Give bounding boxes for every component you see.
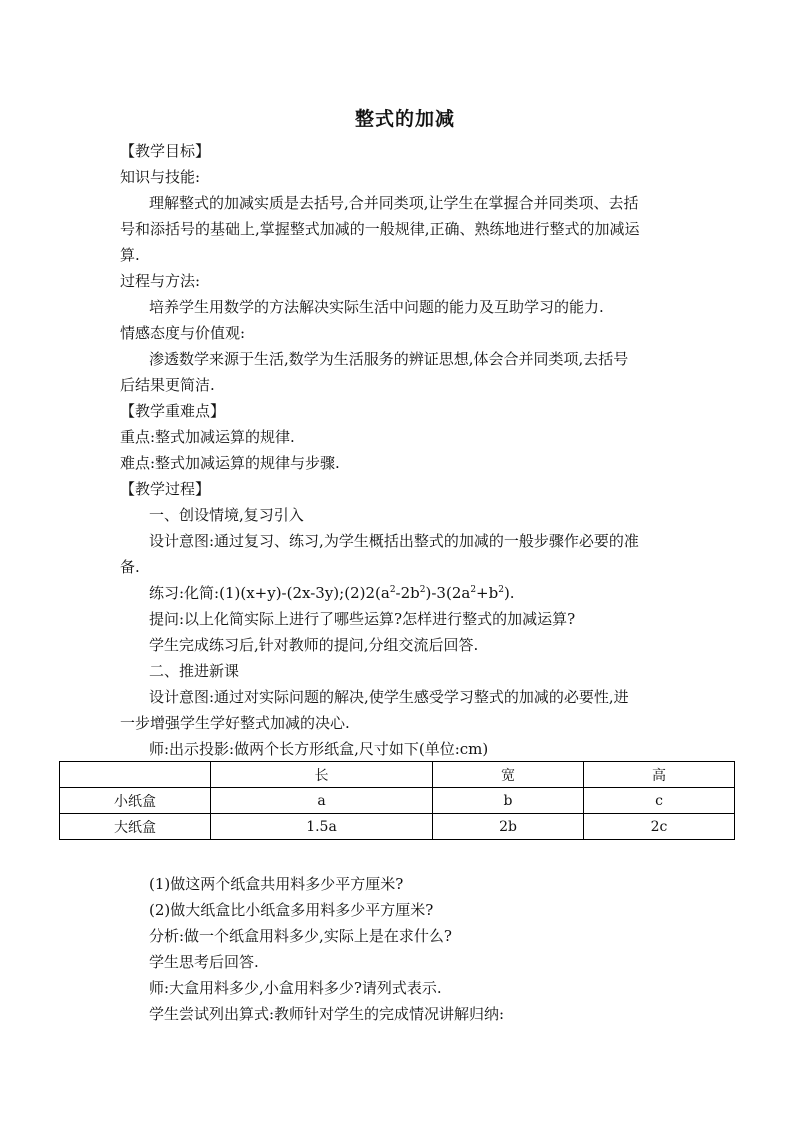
paragraph-line: 备. [120,558,140,576]
table-cell: 2b [433,814,584,840]
subsection-heading: 二、推进新课 [149,662,240,680]
document-title: 整式的加减 [354,108,455,130]
table-cell: a [211,788,433,814]
paragraph-line: 设计意图:通过复习、练习,为学生概括出整式的加减的一般步骤作必要的准 [149,532,639,550]
exercise-text: +b [476,584,499,602]
paragraph-line: 分析:做一个纸盒用料多少,实际上是在求什么? [149,927,452,945]
key-point-line: 重点:整式加减运算的规律. [120,428,295,446]
subheading-process: 过程与方法: [120,272,201,290]
table-header-cell: 宽 [433,762,584,788]
table-header-cell: 高 [584,762,735,788]
exercise-text: )-3(2a [425,584,471,602]
exercise-text: ). [503,584,515,602]
exponent: 2 [470,585,477,595]
subheading-knowledge: 知识与技能: [120,168,201,186]
paragraph-line: 理解整式的加减实质是去括号,合并同类项,让学生在掌握合并同类项、去括 [149,194,639,212]
exercise-line [149,582,515,604]
table-header-cell [60,762,211,788]
paragraph-line: 提问:以上化简实际上进行了哪些运算?怎样进行整式的加减运算? [149,610,576,628]
paragraph-line: 学生完成练习后,针对教师的提问,分组交流后回答. [149,636,479,654]
exponent: 2 [389,585,396,595]
table-header-row [60,762,735,788]
paragraph-line: 一步增强学生学好整式加减的决心. [120,714,350,732]
section-heading-key-points: 【教学重难点】 [120,402,226,420]
difficult-point-line: 难点:整式加减运算的规律与步骤. [120,454,340,472]
paragraph-line: 算. [120,246,140,264]
exponent: 2 [419,585,426,595]
question-line: (1)做这两个纸盒共用料多少平方厘米? [149,875,404,893]
paragraph-line: 渗透数学来源于生活,数学为生活服务的辨证思想,体会合并同类项,去括号 [149,350,629,368]
paragraph-line: 学生尝试列出算式:教师针对学生的完成情况讲解归纳: [149,1005,505,1023]
table-row [60,814,735,840]
paragraph-line: 设计意图:通过对实际问题的解决,使学生感受学习整式的加减的必要性,进 [149,688,629,706]
dimensions-table [59,761,735,840]
question-line: (2)做大纸盒比小纸盒多用料多少平方厘米? [149,901,434,919]
paragraph-line: 师:大盒用料多少,小盒用料多少?请列式表示. [149,979,442,997]
table-cell: c [584,788,735,814]
table-header-cell: 长 [211,762,433,788]
subheading-attitude: 情感态度与价值观: [120,324,246,342]
subsection-heading: 一、创设情境,复习引入 [149,506,304,524]
exponent: 2 [498,585,504,595]
table-cell: 2c [584,814,735,840]
exercise-text: 练习:化简:(1)(x+y)-(2x-3y);(2)2(a [149,584,390,602]
table-cell: b [433,788,584,814]
paragraph-line: 师:出示投影:做两个长方形纸盒,尺寸如下(单位:cm) [149,740,489,758]
table-cell: 大纸盒 [60,814,211,840]
exercise-text: -2b [395,584,420,602]
paragraph-line: 学生思考后回答. [149,953,259,971]
table-row [60,788,735,814]
paragraph-line: 号和添括号的基础上,掌握整式加减的一般规律,正确、熟练地进行整式的加减运 [120,220,640,238]
section-heading-process: 【教学过程】 [120,480,211,498]
paragraph-line: 后结果更简洁. [120,376,215,394]
section-heading-objectives: 【教学目标】 [120,142,211,160]
paragraph-line: 培养学生用数学的方法解决实际生活中问题的能力及互助学习的能力. [149,298,604,316]
table-cell: 小纸盒 [60,788,211,814]
table-cell: 1.5a [211,814,433,840]
